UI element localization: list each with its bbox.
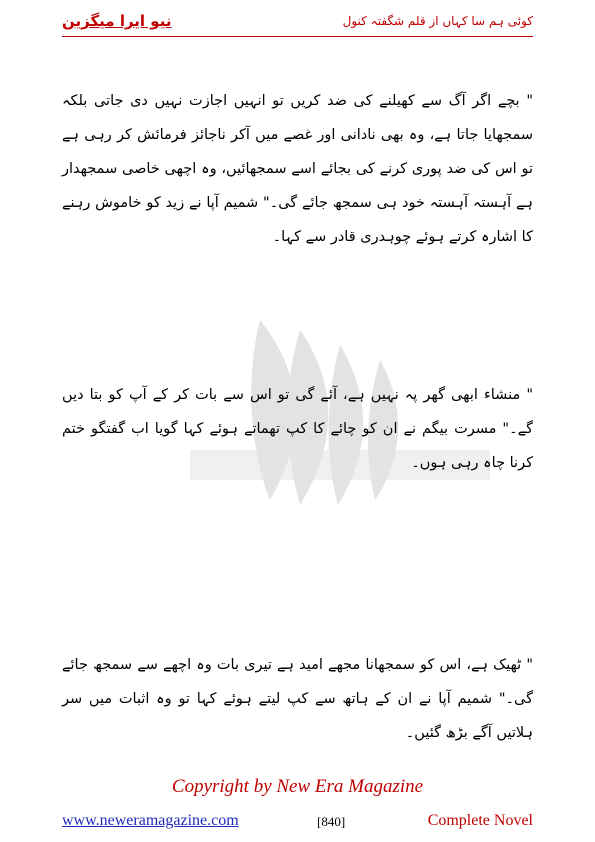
story-title: کوئی ہم سا کہاں از قلم شگفتہ کنول	[342, 14, 533, 28]
paragraph-3: " ٹھیک ہے، اس کو سمجھانا مجھے امید ہے تیری بات وہ اچھے سے سمجھ جائے گی۔" شمیم آپا نے ان کے ہاتھ سے کپ لیتے ہوئے کہا تو وہ اثبات میں سر ہلاتیں آگے بڑھ گئیں۔	[62, 657, 533, 741]
paragraph-1: " بچے اگر آگ سے کھیلنے کی ضد کریں تو انہیں اجازت نہیں دی جاتی بلکہ سمجھایا جاتا ہے، وہ بھی نادانی اور غصے میں آکر ناجائز فرمائش کر رہی ہے تو اس کی ضد پوری کرنے کی بجائے اسے سمجھائیں، وہ اچھی خاصی سمجھدار ہے آہستہ آہستہ خود ہی سمجھ جائے گی۔" شمیم آپا نے زید کو خاموش رہنے کا اشارہ کرتے ہوئے چوہدری قادر سے کہا۔	[62, 93, 533, 245]
page-footer	[62, 812, 533, 834]
website-link[interactable]: www.neweramagazine.com	[62, 812, 239, 829]
paragraph-2: " منشاء ابھی گھر پہ نہیں ہے، آئے گی تو اس سے بات کر کے آپ کو بتا دیں گے۔" مسرت بیگم نے ان کو چائے کا کپ تھماتے ہوئے کہا گویا اب گفتگو ختم کرنا چاہ رہی ہوں۔	[62, 387, 533, 471]
magazine-name: نیو ایرا میگزین	[62, 12, 172, 30]
page-header	[62, 8, 533, 37]
footer-label: Complete Novel	[427, 812, 533, 829]
page-number: [840]	[317, 814, 346, 829]
copyright-notice: Copyright by New Era Magazine	[171, 776, 424, 797]
